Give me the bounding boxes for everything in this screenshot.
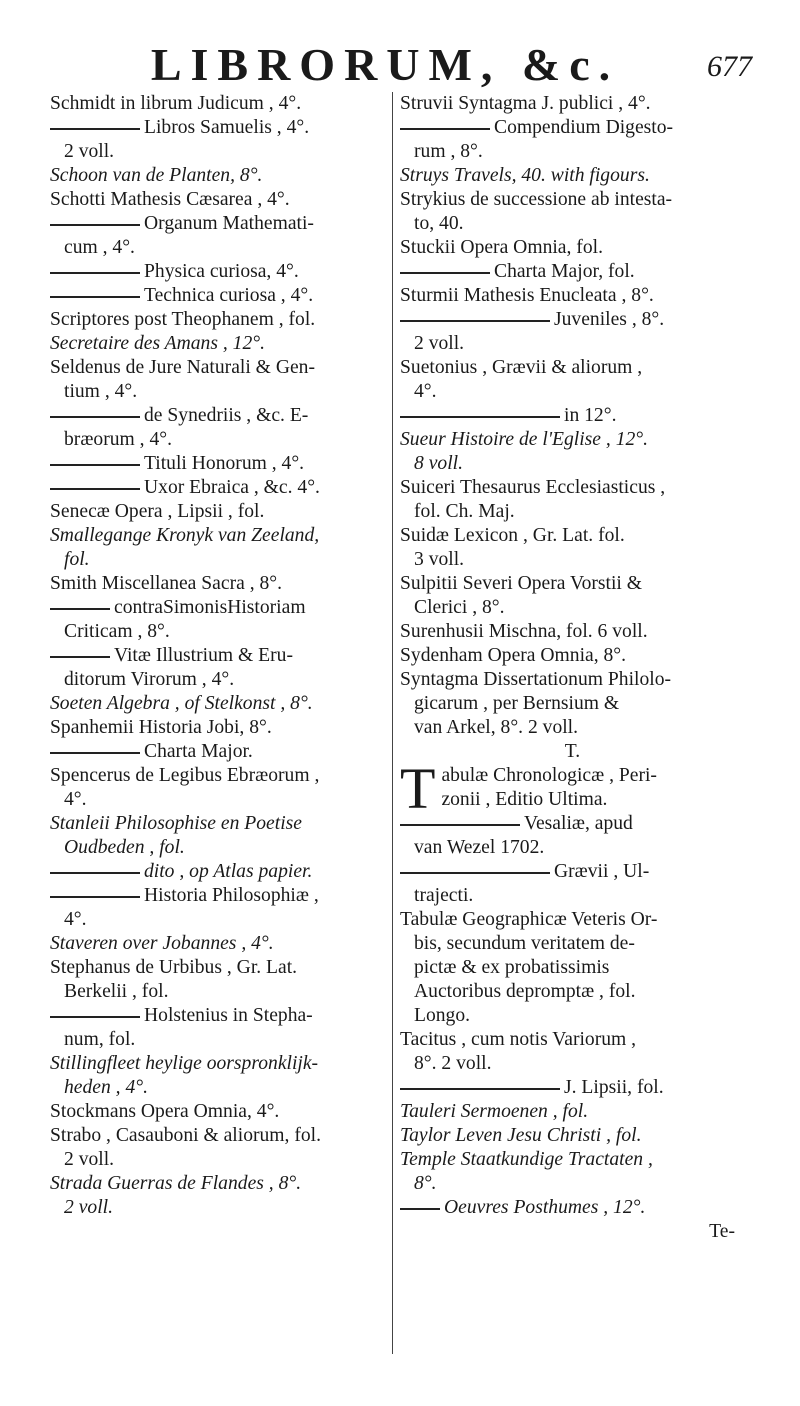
entry-text: Staveren over Jobannes , 4°. [50, 933, 274, 954]
page-header [40, 38, 760, 98]
entry-text: Syntagma Dissertationum Philolo- [400, 669, 672, 690]
entry-continuation: 2 voll. [414, 333, 465, 354]
ditto-rule [50, 272, 140, 274]
catalog-entry [50, 692, 395, 716]
entry-continuation: gicarum , per Bernsium & [414, 693, 620, 714]
catalog-entry [50, 1004, 395, 1052]
entry-text: contraSimonisHistoriam [114, 597, 306, 618]
catalog-entry [400, 164, 745, 188]
catalog-entry [400, 188, 745, 236]
catalog-entry [400, 260, 745, 284]
catalog-entry [50, 500, 395, 524]
entry-continuation: 4°. [64, 909, 87, 930]
entry-text: Smallegange Kronyk van Zeeland, [50, 525, 320, 546]
entry-text: Stanleii Philosophise en Poetise [50, 813, 302, 834]
ditto-rule [50, 224, 140, 226]
entry-text: Holstenius in Stepha- [144, 1005, 313, 1026]
entry-text: Juveniles , 8°. [554, 309, 665, 330]
entry-continuation: num, fol. [64, 1029, 136, 1050]
ditto-rule [50, 1016, 140, 1018]
catalog-entry [50, 884, 395, 932]
catalog-entry [400, 1124, 745, 1148]
entry-continuation: 3 voll. [414, 549, 465, 570]
entry-text: abulæ Chronologicæ , Peri- [441, 765, 657, 786]
catalog-entry [400, 756, 745, 821]
entry-continuation: Auctoribus depromptæ , fol. [414, 981, 636, 1002]
entry-text: Temple Staatkundige Tractaten , [400, 1149, 653, 1170]
entry-text: Suetonius , Grævii & aliorum , [400, 357, 643, 378]
ditto-rule [50, 896, 140, 898]
entry-continuation: 2 voll. [64, 1149, 115, 1170]
entry-text: Physica curiosa, 4°. [144, 261, 299, 282]
page-number: 677 [707, 50, 752, 83]
entry-text: Tituli Honorum , 4°. [144, 453, 305, 474]
entry-text: Secretaire des Amans , 12°. [50, 333, 265, 354]
ditto-rule [400, 320, 550, 322]
catalog-entry [400, 908, 745, 1028]
entry-continuation: ditorum Virorum , 4°. [64, 669, 235, 690]
catalog-entry [400, 1028, 745, 1076]
entry-text: Vesaliæ, apud [524, 813, 633, 834]
catalog-entry [400, 812, 745, 860]
catalog-entry [50, 452, 395, 476]
entry-text: Oeuvres Posthumes , 12°. [444, 1197, 646, 1218]
entry-text: Sturmii Mathesis Enucleata , 8°. [400, 285, 654, 306]
catalog-entry [400, 1100, 745, 1124]
catalog-entry [400, 92, 745, 116]
catalog-entry [400, 1196, 745, 1220]
entry-text: Grævii , Ul- [554, 861, 650, 882]
catalog-entry [50, 260, 395, 284]
entry-continuation: pictæ & ex probatissimis [414, 957, 610, 978]
entry-continuation: 8°. [414, 1173, 437, 1194]
entry-continuation: 4°. [414, 381, 437, 402]
entry-text: Strabo , Casauboni & aliorum, fol. [50, 1125, 322, 1146]
entry-text: Organum Mathemati- [144, 213, 314, 234]
drop-cap: T [400, 756, 436, 821]
ditto-rule [50, 752, 140, 754]
catalog-entry [400, 644, 745, 668]
entry-text: Historia Philosophiæ , [144, 885, 319, 906]
running-title: LIBRORUM, &c. [150, 39, 620, 90]
entry-text: Struys Travels, 40. with figours. [400, 165, 650, 186]
entry-continuation: cum , 4°. [64, 237, 135, 258]
entry-continuation: 8°. 2 voll. [414, 1053, 492, 1074]
ditto-rule [400, 1088, 560, 1090]
entry-text: Libros Samuelis , 4°. [144, 117, 310, 138]
entry-text: Sulpitii Severi Opera Vorstii & [400, 573, 643, 594]
catalog-entry [50, 1052, 395, 1100]
ditto-rule [400, 128, 490, 130]
entry-text: Vitæ Illustrium & Eru- [114, 645, 293, 666]
catalog-entry [400, 308, 745, 356]
entry-text: Stephanus de Urbibus , Gr. Lat. [50, 957, 298, 978]
catalog-entry [50, 164, 395, 188]
entry-continuation: to, 40. [414, 213, 464, 234]
catalog-entry [50, 116, 395, 164]
catalog-entry [50, 596, 395, 644]
entry-text: Strykius de successione ab intesta- [400, 189, 673, 210]
ditto-rule [400, 416, 560, 418]
left-column [50, 92, 395, 1220]
entry-text: dito , op Atlas papier. [144, 861, 313, 882]
catalog-entry [400, 476, 745, 524]
catalog-entry [50, 404, 395, 452]
catalog-entry [50, 1100, 395, 1124]
ditto-rule [50, 488, 140, 490]
entry-continuation: van Wezel 1702. [414, 837, 545, 858]
catalog-entry [400, 428, 745, 476]
catalog-entry [50, 92, 395, 116]
catalog-entry [50, 308, 395, 332]
catalog-entry [50, 860, 395, 884]
catalog-entry [400, 284, 745, 308]
ditto-rule [50, 608, 110, 610]
entry-continuation: bræorum , 4°. [64, 429, 172, 450]
column-divider [392, 92, 393, 1354]
entry-continuation: Berkelii , fol. [64, 981, 169, 1002]
entry-text: Stillingfleet heylige oorspronklijk- [50, 1053, 319, 1074]
entry-text: Seldenus de Jure Naturali & Gen- [50, 357, 315, 378]
entry-text: Uxor Ebraica , &c. 4°. [144, 477, 320, 498]
entry-text: Schmidt in librum Judicum , 4°. [50, 93, 302, 114]
section-letter: T. [564, 741, 581, 762]
entry-text: Compendium Digesto- [494, 117, 674, 138]
entry-text: de Synedriis , &c. E- [144, 405, 309, 426]
catalog-entry [50, 932, 395, 956]
entry-continuation: 4°. [64, 789, 87, 810]
entry-continuation: 2 voll. [64, 1197, 113, 1218]
entry-text: Strada Guerras de Flandes , 8°. [50, 1173, 302, 1194]
catalog-entry [50, 572, 395, 596]
entry-text: in 12°. [564, 405, 617, 426]
catalog-entry [400, 356, 745, 404]
ditto-rule [50, 296, 140, 298]
catalog-entry [50, 356, 395, 404]
catalog-entry [50, 476, 395, 500]
entry-text: Tacitus , cum notis Variorum , [400, 1029, 637, 1050]
entry-continuation: van Arkel, 8°. 2 voll. [414, 717, 579, 738]
entry-text: Sueur Histoire de l'Eglise , 12°. [400, 429, 649, 450]
entry-text: J. Lipsii, fol. [564, 1077, 664, 1098]
entry-text: Tauleri Sermoenen , fol. [400, 1101, 589, 1122]
entry-continuation: Oudbeden , fol. [64, 837, 185, 858]
catalog-entry [400, 1148, 745, 1196]
entry-continuation: bis, secundum veritatem de- [414, 933, 635, 954]
catalog-entry [50, 1172, 395, 1220]
catalog-entry [400, 668, 745, 740]
entry-continuation: tium , 4°. [64, 381, 138, 402]
entry-text: Sydenham Opera Omnia, 8°. [400, 645, 627, 666]
catalog-entry [50, 956, 395, 1004]
ditto-rule [50, 656, 110, 658]
catalog-entry [400, 236, 745, 260]
catalog-entry [50, 332, 395, 356]
entry-text: Stockmans Opera Omnia, 4°. [50, 1101, 280, 1122]
ditto-rule [400, 824, 520, 826]
entry-text: Schoon van de Planten, 8°. [50, 165, 263, 186]
entry-text: Suiceri Thesaurus Ecclesiasticus , [400, 477, 666, 498]
catalog-entry [50, 716, 395, 740]
entry-text: Senecæ Opera , Lipsii , fol. [50, 501, 265, 522]
entry-continuation: Clerici , 8°. [414, 597, 505, 618]
entry-text: Stuckii Opera Omnia, fol. [400, 237, 603, 258]
catalog-entry [50, 1124, 395, 1172]
ditto-rule [50, 872, 140, 874]
catalog-entry [400, 572, 745, 620]
catalog-entry [50, 764, 395, 812]
ditto-rule [50, 464, 140, 466]
catalog-entry [50, 188, 395, 212]
right-column [400, 92, 745, 1244]
entry-text: Spencerus de Legibus Ebræorum , [50, 765, 320, 786]
entry-continuation: 8 voll. [414, 453, 463, 474]
catalog-entry [50, 812, 395, 860]
catalog-entry [50, 524, 395, 572]
entry-text: Scriptores post Theophanem , fol. [50, 309, 316, 330]
catalog-entry [50, 644, 395, 692]
entry-continuation: fol. Ch. Maj. [414, 501, 515, 522]
ditto-rule [400, 1208, 440, 1210]
entry-text: Technica curiosa , 4°. [144, 285, 314, 306]
entry-text: Soeten Algebra , of Stelkonst , 8°. [50, 693, 313, 714]
entry-continuation: Criticam , 8°. [64, 621, 170, 642]
entry-text: Tabulæ Geographicæ Veteris Or- [400, 909, 658, 930]
entry-text: Taylor Leven Jesu Christi , fol. [400, 1125, 642, 1146]
ditto-rule [50, 128, 140, 130]
catchword: Te- [709, 1221, 735, 1242]
entry-continuation: Longo. [414, 1005, 471, 1026]
entry-continuation: rum , 8°. [414, 141, 483, 162]
entry-text: Charta Major, fol. [494, 261, 635, 282]
entry-text: Spanhemii Historia Jobi, 8°. [50, 717, 272, 738]
catalog-entry [400, 404, 745, 428]
entry-text: Surenhusii Mischna, fol. 6 voll. [400, 621, 648, 642]
entry-text: Charta Major. [144, 741, 253, 762]
catalog-entry [50, 212, 395, 260]
catalog-entry [50, 284, 395, 308]
ditto-rule [400, 872, 550, 874]
entry-continuation: 2 voll. [64, 141, 115, 162]
entry-text: Smith Miscellanea Sacra , 8°. [50, 573, 283, 594]
entry-text: Schotti Mathesis Cæsarea , 4°. [50, 189, 290, 210]
ditto-rule [400, 272, 490, 274]
entry-continuation: zonii , Editio Ultima. [441, 789, 608, 810]
catalog-entry [400, 524, 745, 572]
entry-continuation: fol. [64, 549, 90, 570]
catalog-entry [50, 740, 395, 764]
catalog-entry [400, 620, 745, 644]
catalog-entry [400, 1076, 745, 1100]
entry-text: Struvii Syntagma J. publici , 4°. [400, 93, 651, 114]
ditto-rule [50, 416, 140, 418]
entry-text: Suidæ Lexicon , Gr. Lat. fol. [400, 525, 625, 546]
catalog-entry [400, 860, 745, 908]
entry-continuation: trajecti. [414, 885, 474, 906]
entry-continuation: heden , 4°. [64, 1077, 149, 1098]
catalog-entry [400, 116, 745, 164]
